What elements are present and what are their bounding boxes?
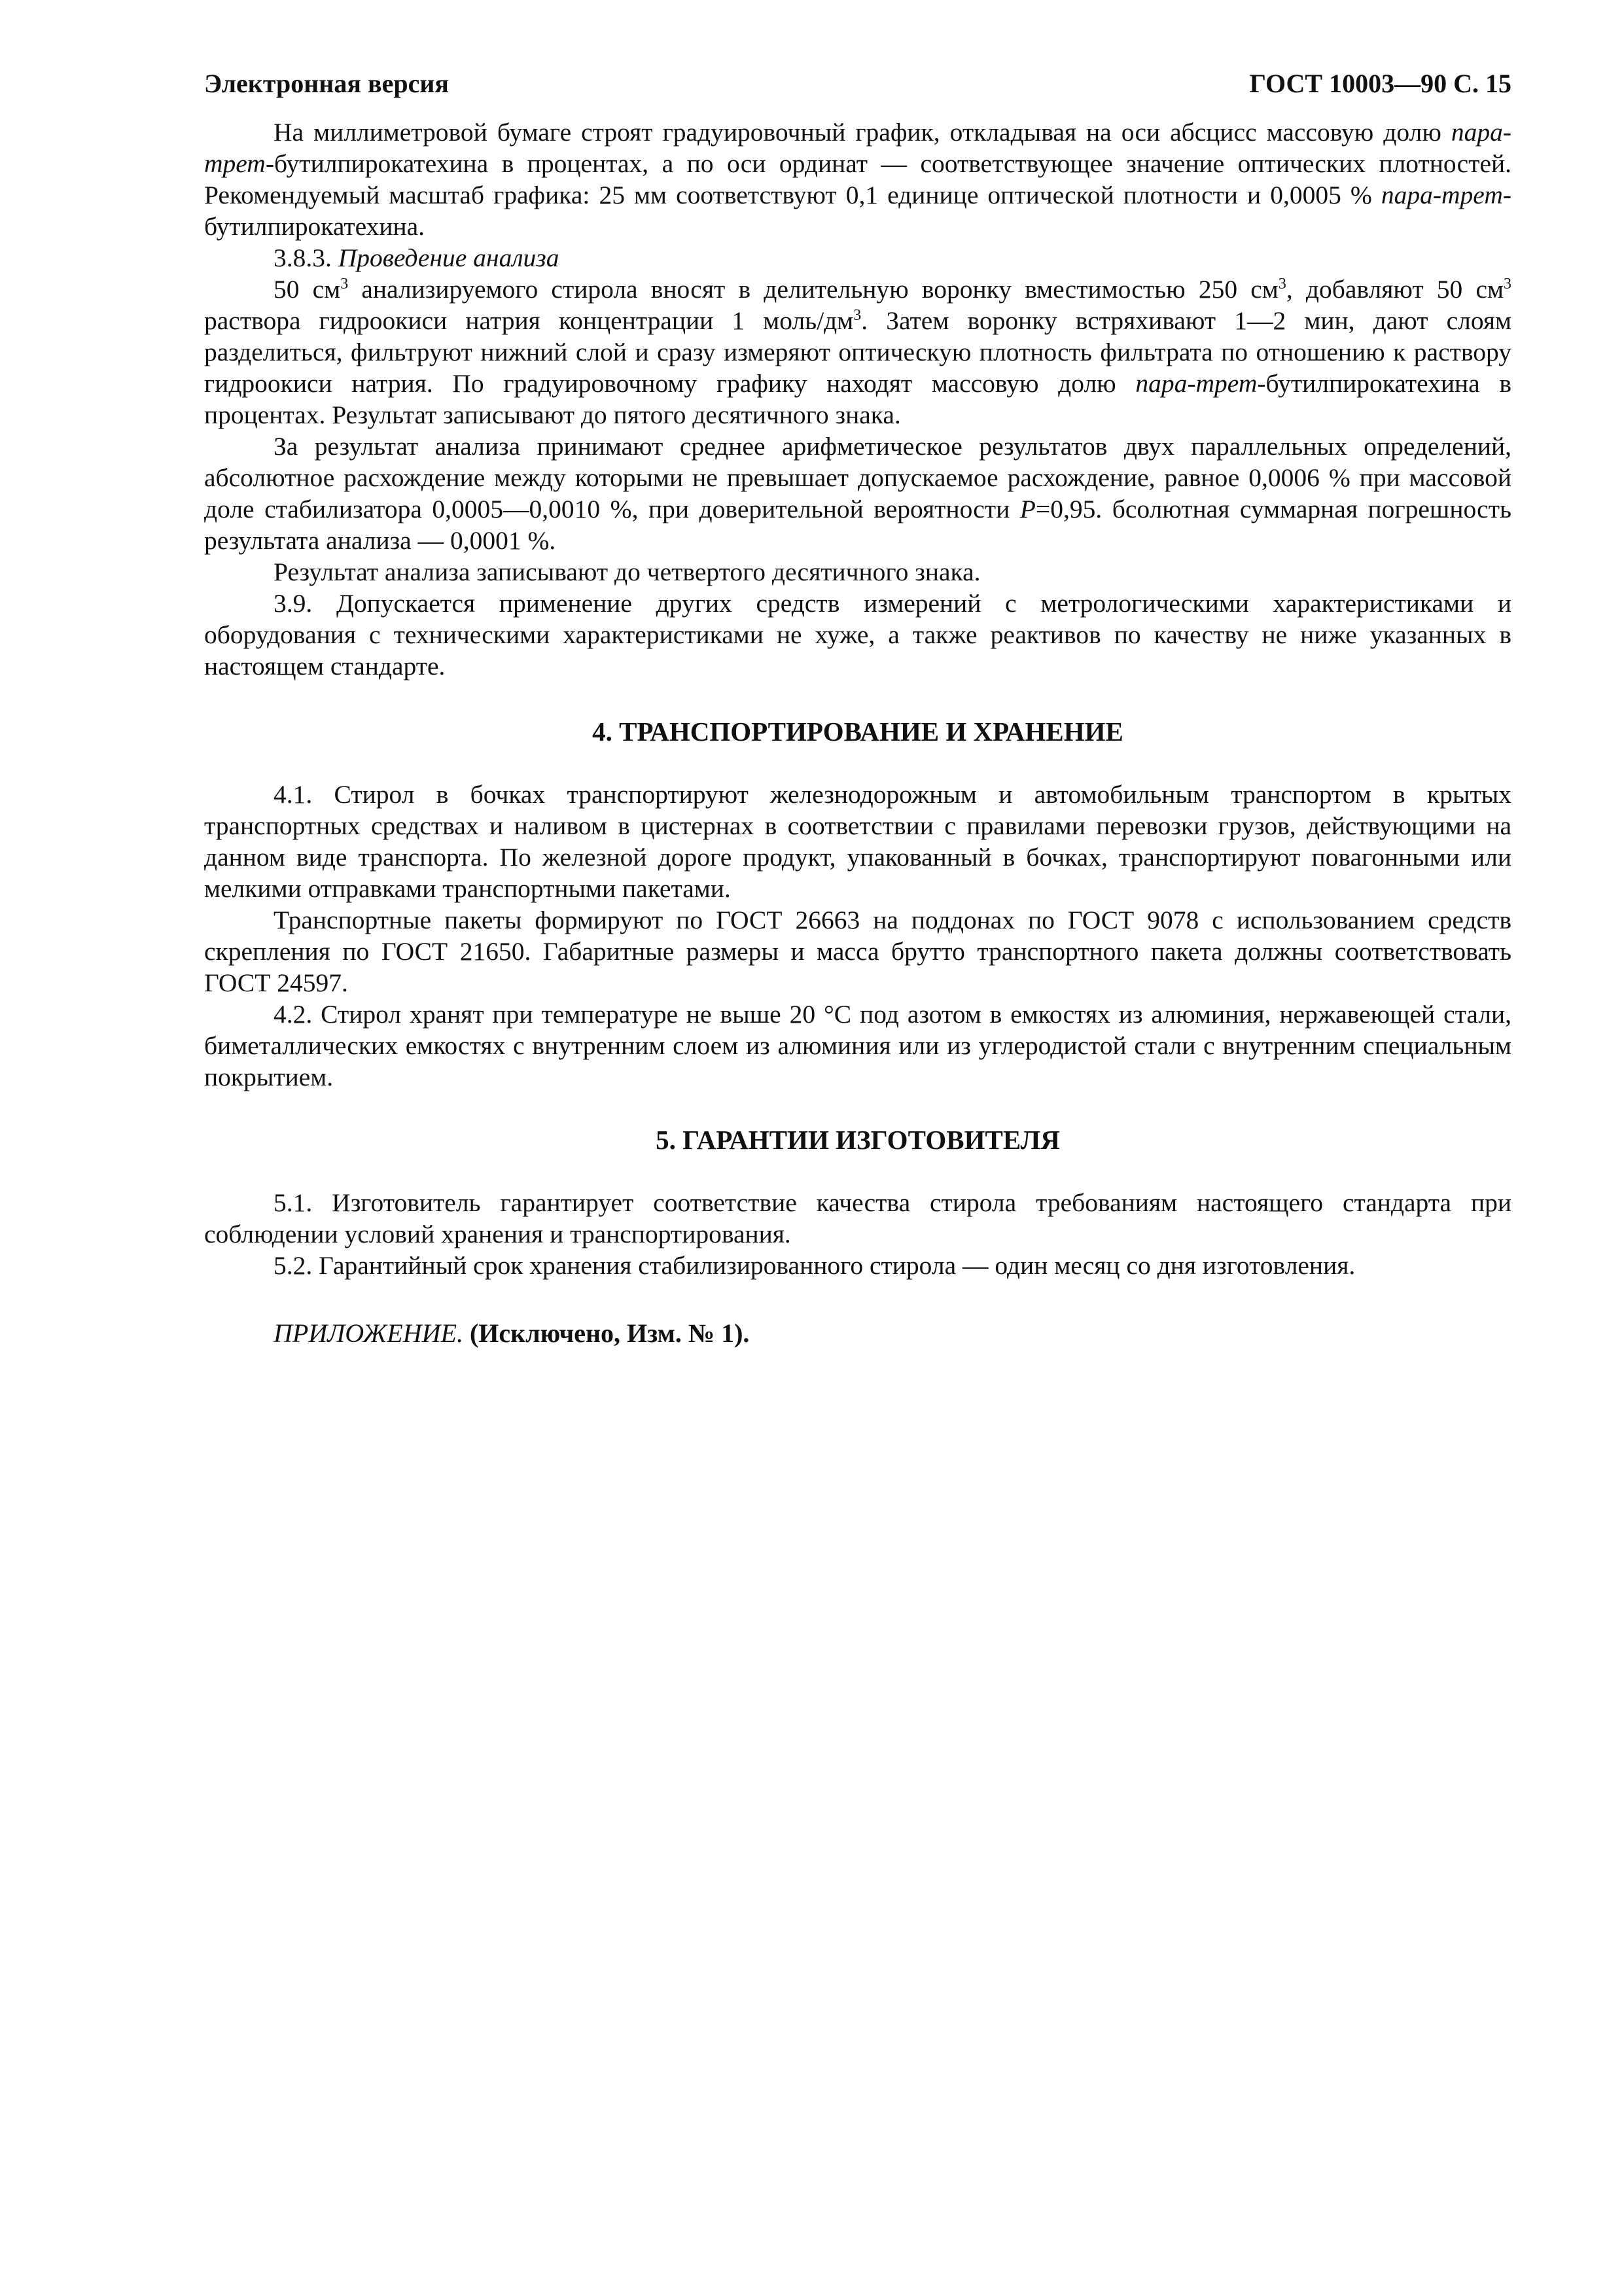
paragraph-clause-3-9: 3.9. Допускается применение других средств измерений с метрологическими характеристиками и оборудования с техническими характеристиками не хуже, а также реактивов по качеству не ниже указанных в настоящем стандарте.: [204, 589, 1511, 680]
paragraph-result-definition: За результат анализа принимают среднее арифметическое результатов двух параллельных определений, абсолютное расхождение между которыми не превышает допускаемое расхождение, равное 0,0006 % при массовой доле стабилизатора 0,0005—0,0010 %, при доверительной вероятности Р=0,95. бсолютная суммарная погрешность результата анализа — 0,0001 %.: [204, 432, 1511, 555]
appendix-label: ПРИЛОЖЕНИЕ.: [274, 1318, 463, 1348]
section-4-title: 4. ТРАНСПОРТИРОВАНИЕ И ХРАНЕНИЕ: [592, 716, 1123, 747]
document-page: [204, 65, 1511, 1352]
paragraph-clause-5-1: 5.1. Изготовитель гарантирует соответствие качества стирола требованиям настоящего стандарта при соблюдении условий хранения и транспортирования.: [204, 1188, 1511, 1248]
paragraph-clause-5-2: 5.2. Гарантийный срок хранения стабилизированного стирола — один месяц со дня изготовления.: [274, 1251, 1356, 1280]
paragraph-clause-4-2: 4.2. Стирол хранят при температуре не выше 20 °С под азотом в емкостях из алюминия, нержавеющей стали, биметаллических емкостях с внутренним слоем из алюминия или из углеродистой стали с внутренним специальным покрытием.: [204, 1000, 1511, 1091]
paragraph-calibration-graph: На миллиметровой бумаге строят градуировочный график, откладывая на оси абсцисс массовую долю пара-трет-бутилпирокатехина в процентах, а по оси ординат — соответствующее значение оптических плотностей. Рекомендуемый масштаб графика: 25 мм соответствуют 0,1 единице оптической плотности и 0,0005 % пара-трет-бутилпирокатехина.: [204, 118, 1511, 241]
appendix-status: (Исключено, Изм. № 1).: [463, 1318, 750, 1348]
header-page-reference: ГОСТ 10003—90 С. 15: [1249, 69, 1511, 98]
section-5-title: 5. ГАРАНТИИ ИЗГОТОВИТЕЛЯ: [656, 1125, 1060, 1155]
appendix-note: [204, 1315, 1511, 1352]
header-edition-label: Электронная версия: [204, 69, 450, 98]
running-header: [204, 65, 1511, 102]
paragraph-analysis-procedure: 50 $см^3$ анализируемого стирола вносят в делительную воронку вместимостью 250 $см^3$, добавляют 50 $см^3$ раствора гидроокиси натрия концентрации 1 моль/$дм^3$. Затем воронку встряхивают 1—2 мин, дают слоям разделиться, фильтруют нижний слой и сразу измеряют оптическую плотность фильтрата по отношению к раствору гидроокиси натрия. По градуировочному графику находят массовую долю пара-трет-бутилпирокатехина в процентах. Результат записывают до пятого десятичного знака.: [204, 275, 1512, 429]
paragraph-clause-4-1: 4.1. Стирол в бочках транспортируют железнодорожным и автомобильным транспортом в крытых транспортных средствах и наливом в цистернах в соответствии с правилами перевозки грузов, действующими на данном виде транспорта. По железной дороге продукт, упакованный в бочках, транспортируют повагонными или мелкими отправками транспортными пакетами.: [204, 780, 1511, 903]
subsection-heading-analysis: 3.8.3. Проведение анализа: [274, 243, 559, 272]
paragraph-transport-packages: Транспортные пакеты формируют по ГОСТ 26663 на поддонах по ГОСТ 9078 с использованием средств скрепления по ГОСТ 21650. Габаритные размеры и масса брутто транспортного пакета должны соответствовать ГОСТ 24597.: [204, 906, 1511, 997]
paragraph-result-precision: Результат анализа записывают до четвертого десятичного знака.: [274, 557, 981, 586]
